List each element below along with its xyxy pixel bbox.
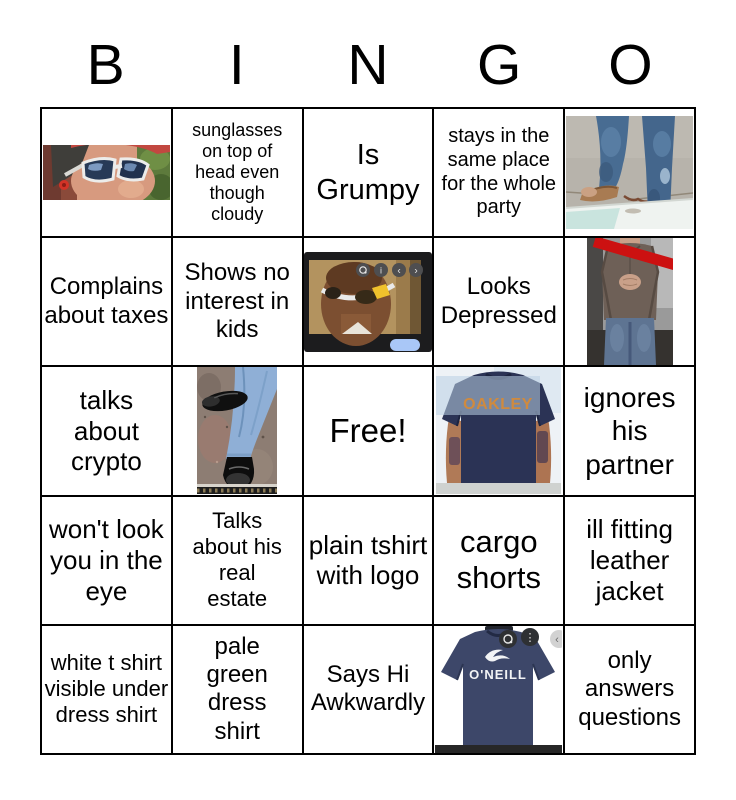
oneill-logo: O'NEILL [469,666,528,682]
title-letter-i: I [228,32,245,97]
svg-text:›: › [414,265,418,277]
bingo-cell-r2c1[interactable] [42,238,171,365]
bingo-title [40,30,696,100]
bingo-cell-r3c4[interactable] [434,367,563,494]
cell-label: Complains about taxes [44,273,169,329]
bingo-cell-r5c1[interactable] [42,626,171,753]
bingo-cell-r4c1[interactable] [42,497,171,624]
title-letter-b: B [86,32,125,97]
title-letter-g: G [477,32,522,97]
cell-label: Says Hi Awkwardly [310,661,426,717]
photo-oneill-tshirt [435,626,562,753]
cell-label: sunglasses on top of head even though cloudy [192,119,283,225]
title-letter-o: O [608,32,653,97]
bingo-cell-r3c5[interactable] [565,367,694,494]
photo-oakley-tshirt [436,367,561,494]
bingo-cell-r4c3[interactable] [304,497,433,624]
prev-icon [392,263,406,277]
cell-label: talks about crypto [70,384,142,477]
google-lens-icon [356,263,370,277]
bingo-cell-r4c2[interactable] [173,497,302,624]
title-letter-n: N [347,32,389,97]
bingo-cell-r5c4[interactable] [434,626,563,753]
cell-label: only answers questions [578,646,681,731]
bingo-cell-free[interactable] [304,367,433,494]
cell-label: ignores his partner [583,382,676,480]
bingo-cell-r2c4[interactable] [434,238,563,365]
cell-label: won't look you in the eye [48,514,164,606]
bingo-cell-r5c5[interactable] [565,626,694,753]
cell-label: Looks Depressed [440,273,557,329]
bingo-cell-r5c2[interactable] [173,626,302,753]
next-icon [409,263,423,277]
bingo-cell-r3c2[interactable] [173,367,302,494]
bingo-cell-r1c4[interactable] [434,109,563,236]
cell-label: pale green dress shirt [206,632,268,745]
cell-label: plain tshirt with logo [308,529,428,591]
cell-label: cargo shorts [456,523,541,596]
svg-text:i: i [379,265,382,276]
more-vert-icon [521,628,539,646]
bingo-cell-r1c3[interactable] [304,109,433,236]
photo-sunglasses-face [43,145,170,200]
cell-label: stays in the same place for the whole party [441,125,557,219]
oakley-logo: OAKLEY [463,396,534,414]
bingo-cell-r2c3[interactable] [304,238,433,365]
bingo-cell-r4c5[interactable] [565,497,694,624]
free-space-label: Free! [329,411,407,449]
bingo-cell-r3c1[interactable] [42,367,171,494]
cell-label: Shows no interest in kids [184,259,290,343]
photo-censored-face-man [587,238,673,365]
bingo-cell-r2c5[interactable] [565,238,694,365]
svg-text:‹: ‹ [555,633,560,646]
bingo-grid [40,107,696,755]
bingo-cell-r4c4[interactable] [434,497,563,624]
google-lens-icon [499,630,517,648]
viewer-pill-button [390,339,420,351]
photo-flipflops-jeans [566,116,693,229]
bingo-cell-r5c3[interactable] [304,626,433,753]
cell-label: Is Grumpy [316,139,420,206]
bingo-cell-r1c5[interactable] [565,109,694,236]
info-icon [374,263,388,277]
svg-text:⋮: ⋮ [524,631,536,644]
bingo-cell-r1c2[interactable] [173,109,302,236]
cell-label: ill fitting leather jacket [586,514,673,606]
photo-dress-shoes-jeans [197,367,277,494]
photo-head-sunglasses-screenshot [304,252,432,352]
svg-text:‹: ‹ [397,265,401,277]
bingo-cell-r2c2[interactable] [173,238,302,365]
cell-label: Talks about his real estate [192,508,282,612]
bingo-cell-r1c1[interactable] [42,109,171,236]
shelf-bar [435,745,562,753]
cell-label: white t shirt visible under dress shirt [44,650,169,728]
